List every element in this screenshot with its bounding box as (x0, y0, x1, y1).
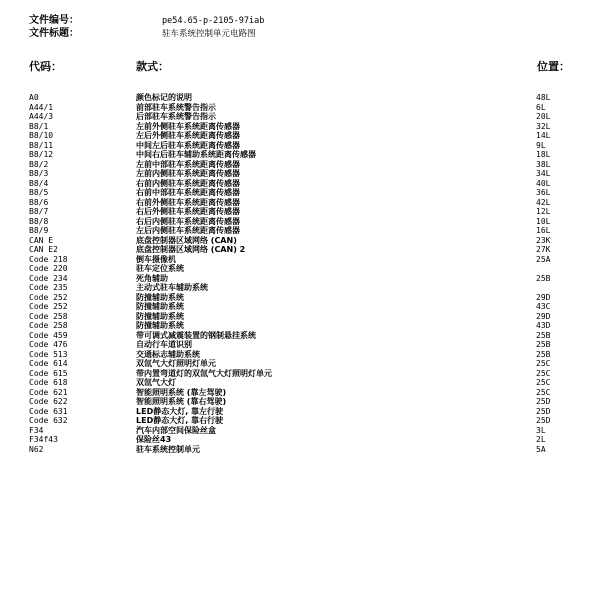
table-row (29, 141, 589, 151)
table-row (29, 283, 589, 293)
cell-position: 12L (536, 207, 551, 216)
cell-model: 防撞辅助系统 (136, 321, 184, 330)
cell-code: B8/5 (29, 188, 49, 197)
table-row (29, 369, 589, 379)
cell-code: F34 (29, 425, 44, 435)
cell-model: 右前外侧驻车系统距离传感器 (136, 197, 240, 207)
table-row (29, 312, 589, 322)
cell-position: 25C (536, 368, 551, 378)
cell-position: 29D (536, 311, 551, 321)
doc-number-value: pe54.65-p-2105-97iab (162, 16, 265, 26)
column-header-code: 代码： (29, 60, 62, 73)
cell-position: 25B (536, 330, 551, 340)
cell-position: 23K (536, 235, 551, 245)
cell-position: 32L (536, 121, 551, 131)
table-row (29, 293, 589, 303)
table-row (29, 255, 589, 265)
cell-code: B8/9 (29, 226, 49, 235)
cell-model: 智能照明系统 (靠左驾驶) (136, 387, 227, 397)
cell-model: 右前中部驻车系统距离传感器 (136, 188, 240, 197)
cell-model: 保险丝43 (136, 435, 172, 444)
table-row (29, 321, 589, 331)
cell-model: 底盘控制器区域网络 (CAN) (136, 235, 237, 245)
table-row (29, 426, 589, 436)
cell-model: 前部驻车系统警告指示 (136, 102, 216, 112)
column-header-position: 位置： (537, 60, 570, 73)
cell-model: 左前外侧驻车系统距离传感器 (136, 121, 240, 131)
cell-code: Code 622 (29, 397, 68, 406)
cell-position: 5A (536, 444, 546, 454)
cell-position: 25D (536, 416, 551, 425)
cell-position: 9L (536, 140, 546, 150)
table-row (29, 435, 589, 445)
table-row (29, 112, 589, 122)
table-row (29, 340, 589, 350)
cell-code: Code 258 (29, 321, 68, 330)
table-row (29, 131, 589, 141)
cell-model: 死角辅助 (136, 273, 168, 283)
table-row (29, 93, 589, 103)
cell-model: 交通标志辅助系统 (136, 349, 200, 359)
cell-position: 48L (536, 93, 551, 102)
table-row (29, 407, 589, 417)
cell-code: Code 631 (29, 406, 68, 416)
cell-code: B8/11 (29, 140, 54, 150)
doc-title-value: 驻车系统控制单元电路图 (162, 29, 256, 39)
cell-code: CAN E2 (29, 245, 58, 254)
cell-code: Code 476 (29, 340, 68, 349)
cell-model: 汽车内部空间保险丝盒 (136, 425, 216, 435)
cell-model: 左后外侧驻车系统距离传感器 (136, 131, 240, 140)
cell-position: 20L (536, 112, 551, 121)
table-row (29, 179, 589, 189)
cell-model: 带可调式减震装置的钢制悬挂系统 (136, 330, 256, 340)
cell-position: 18L (536, 150, 551, 159)
cell-position: 38L (536, 159, 551, 169)
cell-code: B8/7 (29, 207, 49, 216)
cell-code: Code 218 (29, 254, 68, 264)
cell-code: F34f43 (29, 435, 58, 444)
cell-model: 防撞辅助系统 (136, 302, 184, 311)
cell-model: 右前内侧驻车系统距离传感器 (136, 178, 240, 188)
table-row (29, 207, 589, 217)
table-row (29, 245, 589, 255)
cell-position: 43D (536, 321, 551, 330)
cell-position: 29D (536, 292, 551, 302)
cell-model: 防撞辅助系统 (136, 311, 184, 321)
cell-model: 中间左后驻车系统距离传感器 (136, 140, 240, 150)
table-row (29, 264, 589, 274)
cell-position: 40L (536, 178, 551, 188)
table-row (29, 236, 589, 246)
cell-code: B8/8 (29, 216, 49, 226)
cell-code: Code 220 (29, 264, 68, 273)
cell-code: B8/6 (29, 197, 49, 207)
cell-model: 左前中部驻车系统距离传感器 (136, 159, 240, 169)
cell-code: Code 459 (29, 330, 68, 340)
cell-code: B8/4 (29, 178, 49, 188)
cell-model: 自动行车道识别 (136, 340, 192, 349)
cell-model: 驻车定位系统 (136, 264, 184, 273)
cell-code: Code 615 (29, 368, 68, 378)
cell-code: B8/1 (29, 121, 49, 131)
cell-model: 双氙气大灯照明灯单元 (136, 359, 216, 368)
table-row (29, 350, 589, 360)
component-table (29, 93, 589, 454)
cell-code: B8/3 (29, 169, 49, 178)
cell-model: 颜色标记的说明 (136, 93, 192, 102)
table-row (29, 445, 589, 455)
cell-position: 25B (536, 340, 551, 349)
cell-position: 6L (536, 102, 546, 112)
cell-position: 14L (536, 131, 551, 140)
cell-model: 中间右后驻车辅助系统距离传感器 (136, 150, 256, 159)
cell-model: 双氙气大灯 (136, 378, 176, 387)
table-row (29, 331, 589, 341)
cell-code: Code 621 (29, 387, 68, 397)
cell-position: 27K (536, 245, 551, 254)
cell-position: 25C (536, 378, 551, 387)
cell-code: Code 614 (29, 359, 68, 368)
cell-position: 25B (536, 273, 551, 283)
cell-model: 右后外侧驻车系统距离传感器 (136, 207, 240, 216)
cell-model: 智能照明系统 (靠右驾驶) (136, 397, 227, 406)
cell-code: Code 234 (29, 273, 68, 283)
cell-position: 25C (536, 387, 551, 397)
cell-position: 25A (536, 254, 551, 264)
cell-code: B8/2 (29, 159, 49, 169)
cell-model: LED静态大灯, 靠左行驶 (136, 406, 224, 416)
cell-position: 25C (536, 359, 551, 368)
column-header-model: 款式： (136, 60, 169, 73)
cell-position: 25D (536, 406, 551, 416)
cell-code: Code 235 (29, 283, 68, 292)
cell-model: LED静态大灯, 靠右行驶 (136, 416, 224, 425)
cell-code: A44/3 (29, 112, 54, 121)
cell-model: 后部驻车系统警告指示 (136, 112, 216, 121)
table-row (29, 169, 589, 179)
cell-model: 倒车摄像机 (136, 254, 176, 264)
cell-model: 底盘控制器区域网络 (CAN) 2 (136, 245, 246, 254)
cell-code: Code 258 (29, 311, 68, 321)
cell-position: 3L (536, 425, 546, 435)
doc-number-label: 文件编号： (29, 15, 79, 26)
cell-model: 左前内侧驻车系统距离传感器 (136, 169, 240, 178)
cell-position: 2L (536, 435, 546, 444)
cell-code: Code 252 (29, 292, 68, 302)
cell-position: 43C (536, 302, 551, 311)
table-row (29, 150, 589, 160)
cell-code: Code 632 (29, 416, 68, 425)
cell-position: 42L (536, 197, 551, 207)
table-row (29, 188, 589, 198)
cell-position: 36L (536, 188, 551, 197)
table-row (29, 359, 589, 369)
table-row (29, 416, 589, 426)
table-row (29, 302, 589, 312)
cell-model: 主动式驻车辅助系统 (136, 283, 208, 292)
cell-model: 带内置弯道灯的双氙气大灯照明灯单元 (136, 368, 272, 378)
cell-code: A44/1 (29, 102, 54, 112)
cell-position: 25D (536, 397, 551, 406)
table-row (29, 217, 589, 227)
cell-code: Code 513 (29, 349, 68, 359)
table-row (29, 274, 589, 284)
table-row (29, 122, 589, 132)
cell-position: 16L (536, 226, 551, 235)
table-row (29, 397, 589, 407)
cell-position: 25B (536, 349, 551, 359)
cell-code: Code 252 (29, 302, 68, 311)
cell-code: A0 (29, 93, 39, 102)
table-row (29, 378, 589, 388)
cell-position: 34L (536, 169, 551, 178)
cell-code: CAN E (29, 235, 54, 245)
cell-code: B8/12 (29, 150, 54, 159)
table-row (29, 160, 589, 170)
cell-model: 左后内侧驻车系统距离传感器 (136, 226, 240, 235)
cell-model: 防撞辅助系统 (136, 292, 184, 302)
cell-position: 10L (536, 216, 551, 226)
table-row (29, 226, 589, 236)
table-row (29, 103, 589, 113)
cell-model: 右后内侧驻车系统距离传感器 (136, 216, 240, 226)
cell-model: 驻车系统控制单元 (136, 444, 200, 454)
cell-code: N62 (29, 444, 44, 454)
doc-title-label: 文件标题： (29, 28, 79, 39)
cell-code: Code 618 (29, 378, 68, 387)
table-row (29, 198, 589, 208)
table-row (29, 388, 589, 398)
cell-code: B8/10 (29, 131, 54, 140)
